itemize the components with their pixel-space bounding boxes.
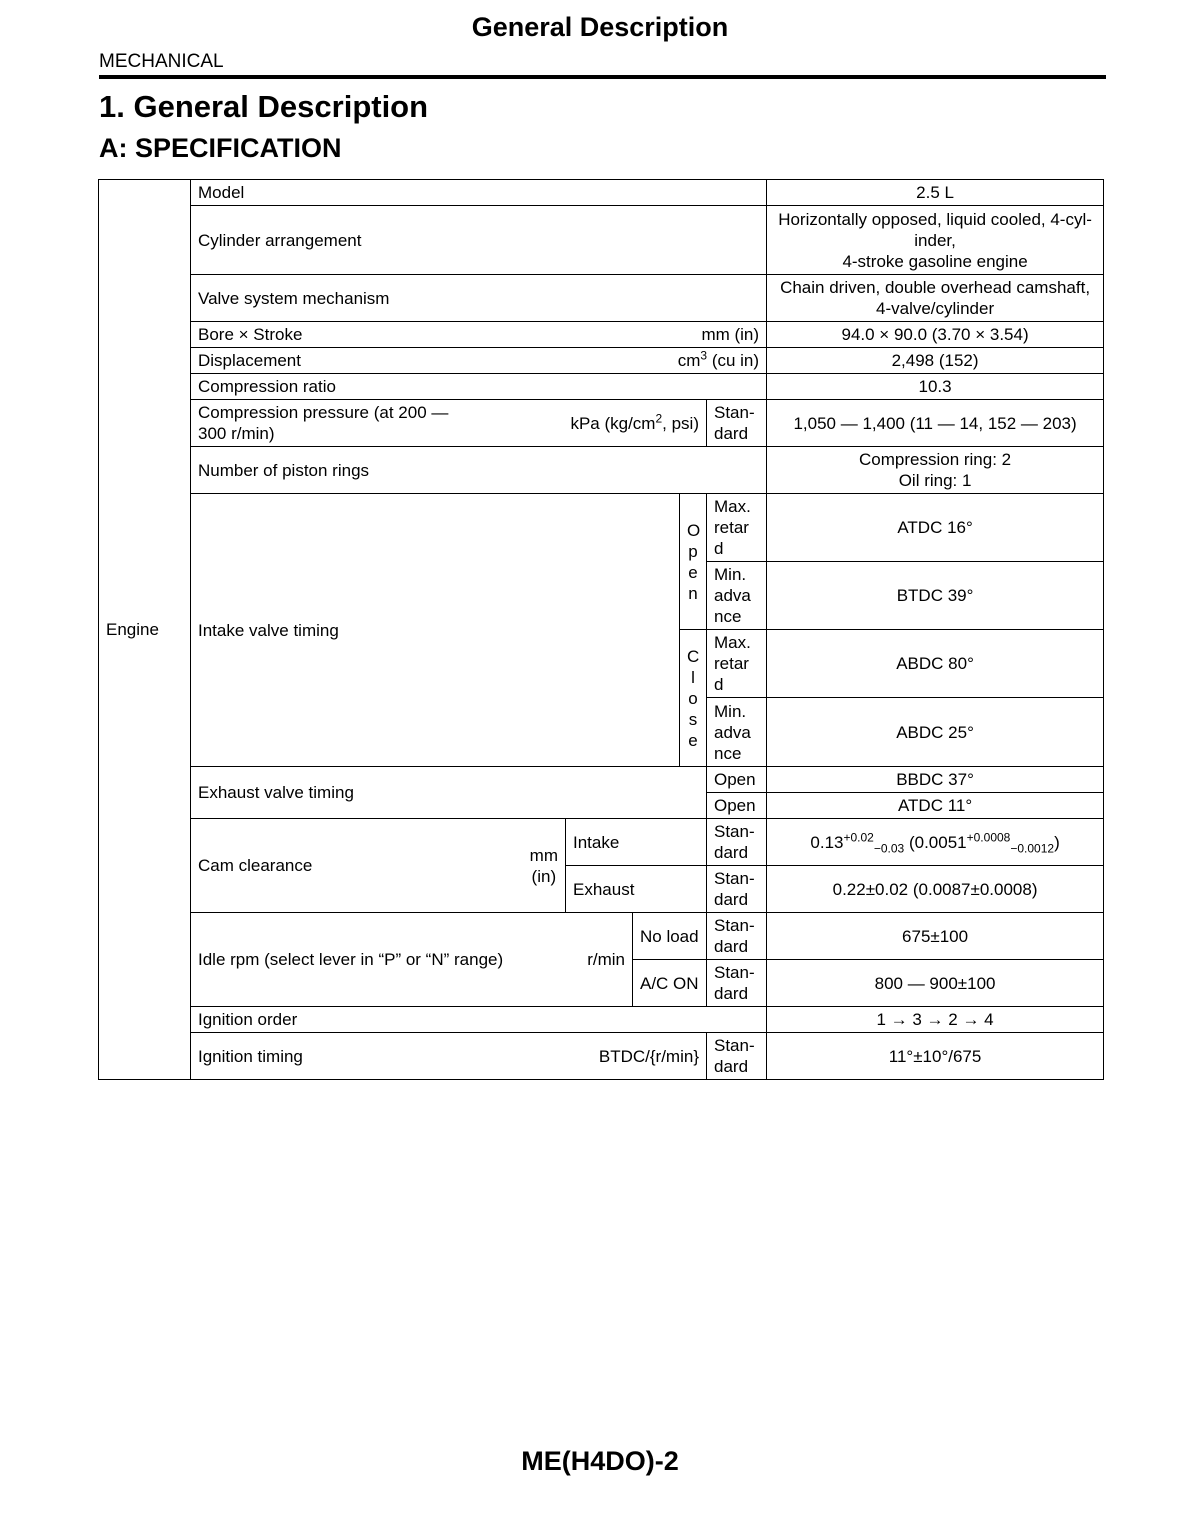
compression-ratio-label: Compression ratio — [191, 374, 767, 400]
idle-rpm-label: Idle rpm (select lever in “P” or “N” range) — [198, 950, 504, 969]
intake-timing-label: Intake valve timing — [191, 494, 680, 767]
intake-open-label: Open — [680, 494, 707, 630]
compression-pressure-value: 1,050 — 1,400 (11 — 14, 152 — 203) — [767, 400, 1104, 447]
bore-value: 94.0 × 90.0 (3.70 × 3.54) — [767, 322, 1104, 348]
cam-exhaust-label: Exhaust — [566, 866, 707, 913]
specification-table — [98, 179, 1104, 1080]
piston-rings-value: Compression ring: 2 Oil ring: 1 — [767, 447, 1104, 494]
ignition-timing-unit: BTDC/{r/min} — [598, 1046, 699, 1066]
intake-cond-4: Min. adva nce — [707, 698, 767, 767]
cylinder-value-line2: inder, — [914, 230, 956, 250]
exhaust-value-1: BBDC 37° — [767, 767, 1104, 793]
cam-exhaust-value: 0.22±0.02 (0.0087±0.0008) — [767, 866, 1104, 913]
table-row-model — [99, 180, 1104, 206]
table-row-idle-1 — [99, 913, 1104, 960]
table-row-displacement — [99, 348, 1104, 374]
section-label: MECHANICAL — [99, 51, 224, 72]
ignition-timing-label: Ignition timing — [198, 1046, 303, 1066]
table-row-compression-pressure — [99, 400, 1104, 447]
cam-clearance-label: Cam clearance — [198, 856, 313, 875]
displacement-value: 2,498 (152) — [767, 348, 1104, 374]
page-header-title: General Description — [471, 12, 729, 42]
cam-exhaust-standard: Stan- dard — [707, 866, 767, 913]
bore-label: Bore × Stroke — [198, 325, 303, 344]
cam-intake-label: Intake — [566, 819, 707, 866]
intake-cond-1: Max. retar d — [707, 494, 767, 562]
compression-pressure-unit: kPa ($kg/cm^2$, psi) — [570, 410, 699, 433]
ignition-timing-cell — [191, 1033, 707, 1080]
idle-value-2: 800 — 900±100 — [767, 960, 1104, 1007]
intake-cond-3: Max. retar d — [707, 630, 767, 698]
displacement-cell — [191, 348, 767, 374]
compression-ratio-value: 10.3 — [767, 374, 1104, 400]
ignition-order-value: 1 → 3 → 2 → 4 — [767, 1007, 1104, 1033]
compression-pressure-cell — [191, 400, 707, 447]
exhaust-cond-1: Open — [707, 767, 767, 793]
model-label: Model — [191, 180, 767, 206]
model-value: 2.5 L — [767, 180, 1104, 206]
table-row-piston-rings — [99, 447, 1104, 494]
bore-unit: mm (in) — [701, 325, 760, 344]
cylinder-value — [767, 206, 1104, 275]
valve-system-value-line2: 4-valve/cylinder — [876, 299, 995, 318]
heading-general-description: 1. General Description — [99, 89, 429, 124]
cam-intake-standard: Stan- dard — [707, 819, 767, 866]
table-row-cylinder — [99, 206, 1104, 275]
table-row-ignition-order — [99, 1007, 1104, 1033]
page-footer-number: ME(H4DO)-2 — [521, 1446, 679, 1476]
intake-value-3: ABDC 80° — [767, 630, 1104, 698]
intake-value-2: BTDC 39° — [767, 562, 1104, 630]
table-row-cam-intake — [99, 819, 1104, 866]
intake-close-label: Close — [680, 630, 707, 767]
exhaust-timing-label: Exhaust valve timing — [191, 767, 707, 819]
table-row-ignition-timing — [99, 1033, 1104, 1080]
idle-rpm-unit: r/min — [587, 950, 625, 969]
displacement-unit: $cm^3$ (cu in) — [677, 348, 760, 370]
displacement-label: Displacement — [198, 351, 301, 370]
idle-rpm-cell — [191, 913, 633, 1007]
table-row-intake-1 — [99, 494, 1104, 562]
table-row-valve-system — [99, 275, 1104, 322]
idle-cond-2: A/C ON — [633, 960, 707, 1007]
idle-cond-1: No load — [633, 913, 707, 960]
idle-value-1: 675±100 — [767, 913, 1104, 960]
ignition-order-label: Ignition order — [191, 1007, 767, 1033]
cylinder-value-line1: Horizontally opposed, liquid cooled, 4-cyl- — [778, 209, 1092, 229]
idle-standard-1: Stan- dard — [707, 913, 767, 960]
valve-system-value-line1: Chain driven, double overhead camshaft, — [780, 278, 1091, 297]
exhaust-value-2: ATDC 11° — [767, 793, 1104, 819]
idle-standard-2: Stan- dard — [707, 960, 767, 1007]
cam-clearance-unit: mm (in) — [529, 845, 558, 886]
header-rule — [99, 75, 1106, 79]
cam-intake-value: $0.13^{+0.02}_{-0.03}$ $(0.0051^{+0.0008}_{-0.0012})$ — [767, 819, 1104, 866]
compression-pressure-label: Compression pressure (at 200 — 300 r/min) — [198, 403, 449, 443]
ignition-timing-value: 11°±10°/675 — [767, 1033, 1104, 1080]
table-row-bore — [99, 322, 1104, 348]
cylinder-value-line3: 4-stroke gasoline engine — [842, 251, 1028, 271]
cam-clearance-cell — [191, 819, 566, 913]
intake-cond-2: Min. adva nce — [707, 562, 767, 630]
compression-pressure-standard: Stan- dard — [707, 400, 767, 447]
ignition-timing-standard: Stan- dard — [707, 1033, 767, 1080]
intake-value-4: ABDC 25° — [767, 698, 1104, 767]
heading-specification: A: SPECIFICATION — [99, 133, 342, 163]
exhaust-cond-2: Open — [707, 793, 767, 819]
bore-cell — [191, 322, 767, 348]
table-row-compression-ratio — [99, 374, 1104, 400]
engine-group-label: Engine — [99, 180, 191, 1080]
valve-system-value — [767, 275, 1104, 322]
valve-system-label: Valve system mechanism — [191, 275, 767, 322]
piston-rings-label: Number of piston rings — [191, 447, 767, 494]
table-row-exhaust-1 — [99, 767, 1104, 793]
cylinder-label: Cylinder arrangement — [191, 206, 767, 275]
intake-value-1: ATDC 16° — [767, 494, 1104, 562]
